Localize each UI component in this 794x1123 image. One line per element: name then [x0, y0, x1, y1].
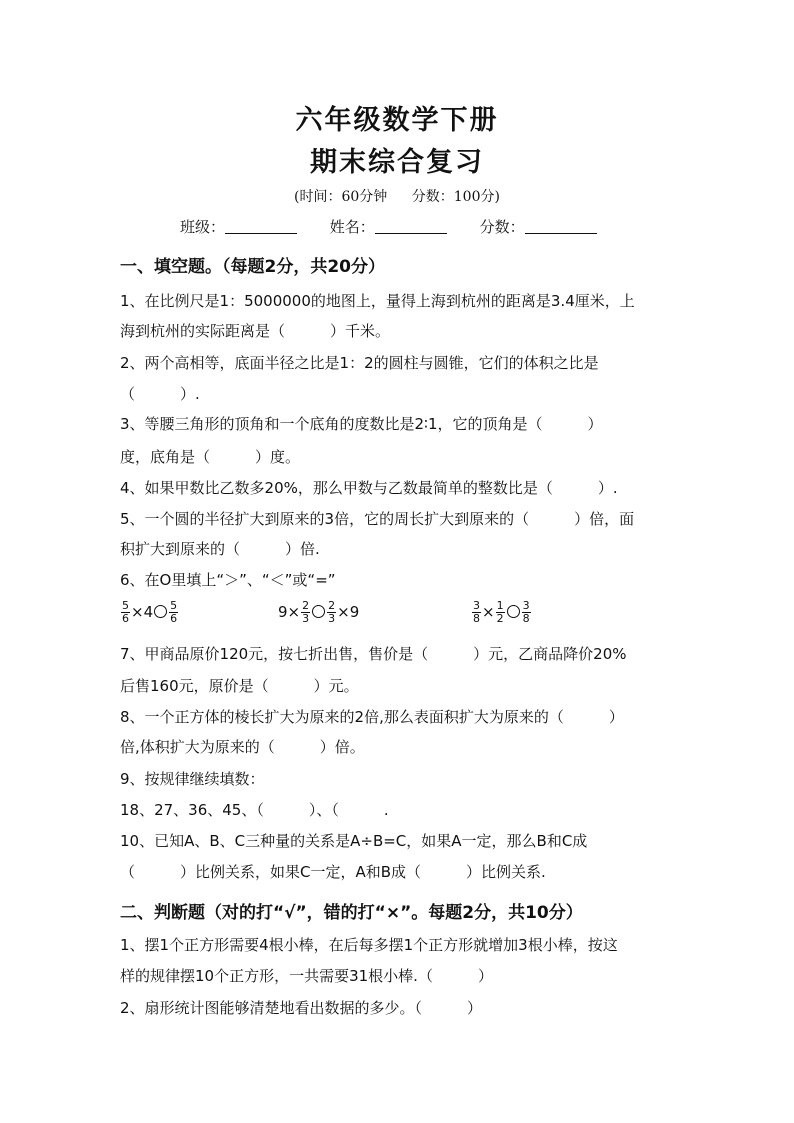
question-line: 后售160元，原价是（ ）元。 — [120, 677, 359, 695]
score-field[interactable] — [480, 216, 597, 237]
question-line: 10、已知A、B、C三种量的关系是A÷B=C，如果A一定，那么B和C成 — [120, 832, 588, 850]
class-field[interactable] — [180, 216, 297, 237]
name-label: 姓名： — [329, 218, 375, 236]
fraction: $\frac{1}{2}$ — [496, 599, 504, 625]
question-line: 2、两个高相等，底面半径之比是1：2的圆柱与圆锥，它们的体积之比是 — [120, 354, 599, 372]
question-line: 6、在O里填上“＞”、“＜”或“=” — [120, 571, 336, 589]
name-field[interactable] — [330, 216, 447, 237]
question-line: 度，底角是（ ）度。 — [120, 448, 301, 466]
time-limit: (时间：60分钟 — [294, 189, 388, 205]
question-line: （ ）. — [120, 385, 200, 403]
question-line: 积扩大到原来的（ ）倍. — [120, 540, 320, 558]
fraction: $\frac{3}{8}$ — [473, 599, 480, 625]
fraction: $\frac{5}{6}$ — [122, 599, 129, 625]
question-line: 4、如果甲数比乙数多20%，那么甲数与乙数最简单的整数比是（ ）. — [120, 479, 618, 497]
answer-circle[interactable] — [507, 605, 520, 618]
fraction: $\frac{3}{8}$ — [522, 599, 530, 625]
exam-subtitle: 期末综合复习 — [310, 147, 484, 178]
question-line: （ ）比例关系，如果C一定，A和B成（ ）比例关系. — [120, 863, 546, 881]
question-line: 18、27、36、45、（ ）、（ . — [120, 801, 389, 819]
question-line: 9、按规律继续填数： — [120, 770, 265, 788]
comparison-2: 9× $\frac{2}{3}$ $\frac{2}{3}$ ×9 — [278, 599, 360, 625]
question-line: 2、扇形统计图能够清楚地看出数据的多少。（ ） — [120, 999, 483, 1017]
question-line: 7、甲商品原价120元，按七折出售，售价是（ ）元，乙商品降价20% — [120, 645, 627, 663]
fraction: $\frac{2}{3}$ — [328, 599, 336, 625]
question-line: 倍,体积扩大为原来的（ ）倍。 — [120, 738, 365, 756]
comparison-3: $\frac{3}{8}$ × $\frac{1}{2}$ $\frac{3}{8}$ — [473, 599, 530, 625]
score-label: 分数： — [479, 218, 525, 236]
fraction: $\frac{5}{6}$ — [170, 599, 178, 625]
question-line: 5、一个圆的半径扩大到原来的3倍，它的周长扩大到原来的（ ）倍，面 — [120, 510, 635, 528]
total-score: 分数：100分) — [411, 189, 500, 205]
question-line: 1、在比例尺是1：5000000的地图上，量得上海到杭州的距离是3.4厘米，上 — [120, 292, 635, 310]
class-blank[interactable] — [225, 219, 297, 234]
question-line: 样的规律摆10个正方形，一共需要31根小棒.（ ） — [120, 967, 493, 985]
exam-meta — [0, 186, 794, 206]
section-1-heading: 一、填空题。（每题2分，共20分） — [120, 257, 385, 277]
answer-circle[interactable] — [154, 605, 167, 618]
question-line: 3、等腰三角形的顶角和一个底角的度数比是2∶1，它的顶角是（ ） — [120, 415, 603, 433]
fraction: $\frac{2}{3}$ — [302, 599, 310, 625]
question-line: 8、一个正方体的棱长扩大为原来的2倍,那么表面积扩大为原来的（ ） — [120, 708, 624, 726]
exam-title: 六年级数学下册 — [295, 105, 499, 136]
question-line: 1、摆1个正方形需要4根小棒，在后每多摆1个正方形就增加3根小棒，按这 — [120, 936, 618, 954]
name-blank[interactable] — [375, 219, 447, 234]
student-info-fields — [180, 216, 625, 237]
score-blank[interactable] — [525, 219, 597, 234]
question-line: 海到杭州的实际距离是（ ）千米。 — [120, 322, 391, 340]
answer-circle[interactable] — [312, 605, 325, 618]
section-2-heading: 二、判断题（对的打“√”，错的打“×”。每题2分，共10分） — [120, 903, 583, 923]
class-label: 班级： — [180, 218, 226, 236]
comparison-1: $\frac{5}{6}$ ×4 $\frac{5}{6}$ — [122, 599, 178, 625]
